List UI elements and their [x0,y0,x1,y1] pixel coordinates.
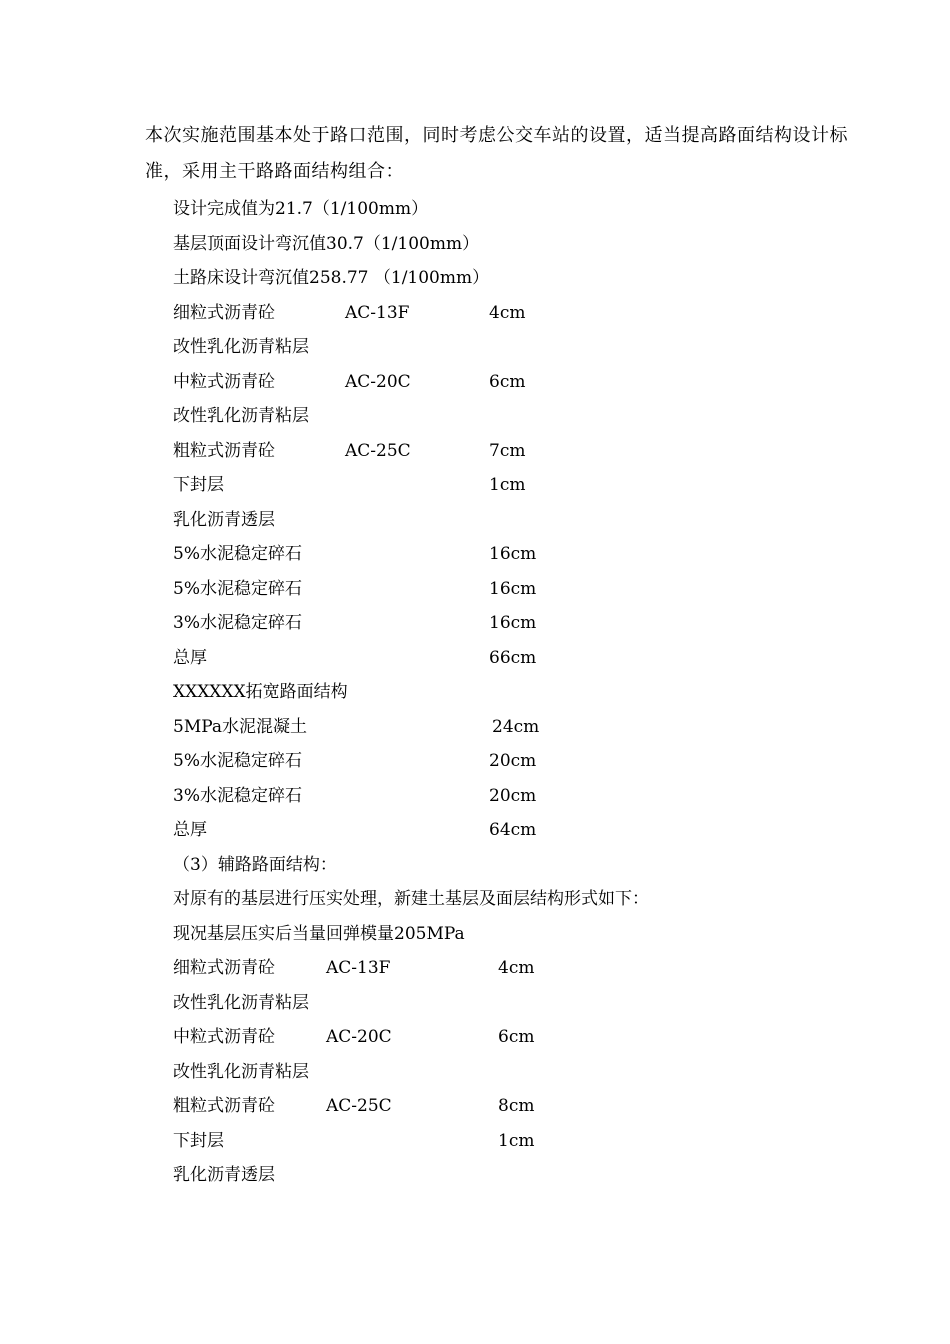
layer-thickness: 4cm [498,958,535,978]
layer-thickness: 1cm [498,1131,535,1151]
layer-name: 改性乳化沥青粘层 [173,406,309,426]
layer-name: 5%水泥稳定碎石 [173,579,302,599]
layer-thickness: 20cm [489,751,537,771]
layer-thickness: 4cm [489,303,526,323]
mix-type: AC-20C [326,1027,392,1047]
layer-name: 3%水泥稳定碎石 [173,786,302,806]
layer-name: 5MPa水泥混凝土 [173,717,308,737]
layer-thickness: 64cm [489,820,537,840]
layer-name: 5%水泥稳定碎石 [173,544,302,564]
layer-name: 乳化沥青透层 [173,1165,275,1185]
layer-name: 5%水泥稳定碎石 [173,751,302,771]
layer-thickness: 1cm [489,475,526,495]
layer-name: 粗粒式沥青砼 [173,1096,275,1116]
layer-name: 中粒式沥青砼 [173,372,275,392]
layer-thickness: 6cm [489,372,526,392]
layer-name: 乳化沥青透层 [173,510,275,530]
layer-name: 现况基层压实后当量回弹模量205MPa [173,924,465,944]
layer-thickness: 20cm [489,786,537,806]
layer-name: 细粒式沥青砼 [173,958,275,978]
layer-name: 中粒式沥青砼 [173,1027,275,1047]
mix-type: AC-20C [345,372,411,392]
layer-name: 3%水泥稳定碎石 [173,613,302,633]
layer-thickness: 16cm [489,544,537,564]
layer-thickness: 7cm [489,441,526,461]
mix-type: AC-13F [326,958,391,978]
layer-name: 下封层 [173,1131,224,1151]
layer-name: 下封层 [173,475,224,495]
layer-name: 改性乳化沥青粘层 [173,1062,309,1082]
layer-name: 总厚 [173,820,207,840]
layer-name: （3）辅路路面结构： [173,855,337,875]
layer-name: 设计完成值为21.7（1/100mm） [173,199,429,219]
layer-name: 基层顶面设计弯沉值30.7（1/100mm） [173,234,480,254]
layer-name: XXXXXX拓宽路面结构 [173,682,348,702]
layer-name: 粗粒式沥青砼 [173,441,275,461]
layer-name: 细粒式沥青砼 [173,303,275,323]
layer-thickness: 66cm [489,648,537,668]
layer-name: 改性乳化沥青粘层 [173,993,309,1013]
layer-name: 总厚 [173,648,207,668]
mix-type: AC-25C [345,441,411,461]
intro-paragraph: 本次实施范围基本处于路口范围，同时考虑公交车站的设置，适当提高路面结构设计标准，采用主干路路面结构组合： [145,125,848,182]
layer-thickness: 24cm [492,717,540,737]
mix-type: AC-25C [326,1096,392,1116]
layer-thickness: 6cm [498,1027,535,1047]
layer-thickness: 16cm [489,613,537,633]
mix-type: AC-13F [345,303,410,323]
layer-name: 土路床设计弯沉值258.77 （1/100mm） [173,268,490,288]
layer-name: 改性乳化沥青粘层 [173,337,309,357]
layer-name: 对原有的基层进行压实处理，新建土基层及面层结构形式如下： [173,889,649,909]
layer-thickness: 8cm [498,1096,535,1116]
layer-thickness: 16cm [489,579,537,599]
